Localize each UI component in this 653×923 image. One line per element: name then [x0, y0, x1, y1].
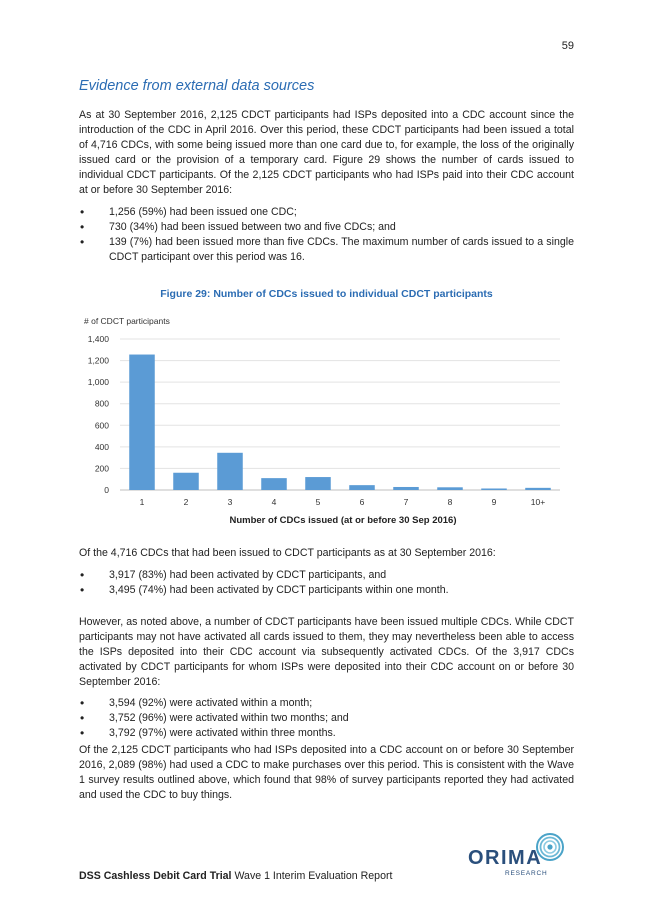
bar-6 [349, 485, 375, 490]
y-tick-label: 1,000 [87, 377, 109, 388]
list-item: • 3,594 (92%) were activated within a month; [79, 696, 574, 711]
y-tick-label: 800 [94, 398, 109, 409]
paragraph-purchases: Of the 2,125 CDCT participants who had ISPs deposited into a CDC account on or before 30 September 2016, 2,089 (98%) had used a CDC to make purchases over this period. This is consistent with the Wave 1 survey results outlined above, which found that 98% of survey participants reported they had activated and used the CDC to buy things. [79, 744, 574, 802]
y-tick-label: 1,400 [87, 334, 109, 344]
list-item: • 3,917 (83%) had been activated by CDCT participants, and [79, 568, 574, 583]
x-tick-label: 8 [447, 497, 453, 507]
x-tick-label: 3 [227, 497, 233, 507]
list-item: • 3,792 (97%) were activated within three months. [79, 726, 574, 741]
y-tick-label: 0 [104, 485, 109, 495]
paragraph-cdcs-issued: Of the 4,716 CDCs that had been issued to CDCT participants as at 30 September 2016: [79, 547, 496, 559]
paragraph-intro: As at 30 September 2016, 2,125 CDCT participants had ISPs deposited into a CDC account since the introduction of the CDC in April 2016. Over this period, these CDCT participants had been issued a total of 4,716 CDCs, with some being issued more than one card due to, for example, the loss of the originally issued card or the provision of a temporary card. Figure 29 shows the number of cards issued to individual CDCT participants. Of the 2,125 CDCT participants who had ISPs paid into their CDC account at or before 30 September 2016: [79, 109, 574, 197]
bar-10+ [525, 488, 551, 490]
list-item: • 3,495 (74%) had been activated by CDCT participants within one month. [79, 583, 574, 598]
bullet-list-activation [79, 568, 574, 598]
bar-8 [437, 487, 463, 490]
paragraph-multiple-cdcs: However, as noted above, a number of CDCT participants have been issued multiple CDCs. While CDCT participants may not have activated all cards issued to them, they may nevertheless been able to access the ISPs deposited into their CDC account via subsequently activated CDCs. Of the 3,917 CDCs activated by CDCT participants for whom ISPs were deposited into their CDC account on or before 30 September 2016: [79, 616, 574, 689]
x-axis-label: Number of CDCs issued (at or before 30 Sep 2016) [229, 515, 457, 526]
x-tick-label: 6 [359, 497, 365, 507]
x-tick-label: 10+ [530, 497, 546, 507]
y-axis-label: # of CDCT participants [84, 316, 170, 326]
y-tick-label: 600 [94, 420, 109, 431]
section-heading: Evidence from external data sources [79, 78, 315, 94]
bullet-list-activation-timing [79, 696, 574, 741]
x-tick-label: 9 [491, 497, 497, 507]
x-tick-label: 1 [139, 497, 145, 507]
x-tick-label: 2 [183, 497, 189, 507]
bar-5 [305, 477, 331, 490]
bar-9 [481, 488, 507, 490]
bar-3 [217, 453, 243, 490]
x-tick-label: 5 [315, 497, 321, 507]
list-item: • 139 (7%) had been issued more than five CDCs. The maximum number of cards issued to a single CDCT participant over this period was 16. [79, 235, 574, 265]
logo-name: ORIMA [468, 847, 543, 869]
list-item: • 1,256 (59%) had been issued one CDC; [79, 205, 574, 220]
figure-title: Figure 29: Number of CDCs issued to individual CDCT participants [160, 288, 493, 300]
page-number: 59 [561, 40, 574, 52]
bar-2 [173, 473, 199, 490]
bar-7 [393, 487, 419, 490]
x-tick-label: 4 [271, 497, 277, 507]
y-tick-label: 400 [94, 441, 109, 452]
orima-research-logo [466, 832, 576, 882]
y-tick-label: 200 [94, 463, 109, 474]
bar-1 [129, 355, 155, 490]
list-item: • 3,752 (96%) were activated within two months; and [79, 711, 574, 726]
logo-subtitle: RESEARCH [505, 870, 548, 877]
list-item: • 730 (34%) had been issued between two and five CDCs; and [79, 220, 574, 235]
y-tick-label: 1,200 [87, 355, 109, 366]
bullet-list-cards-issued [79, 205, 574, 265]
footer [79, 870, 392, 882]
footer-report-subtitle: Wave 1 Interim Evaluation Report [231, 870, 393, 882]
x-tick-label: 7 [403, 497, 409, 507]
footer-report-title: DSS Cashless Debit Card Trial [79, 870, 232, 882]
bar-4 [261, 478, 287, 490]
